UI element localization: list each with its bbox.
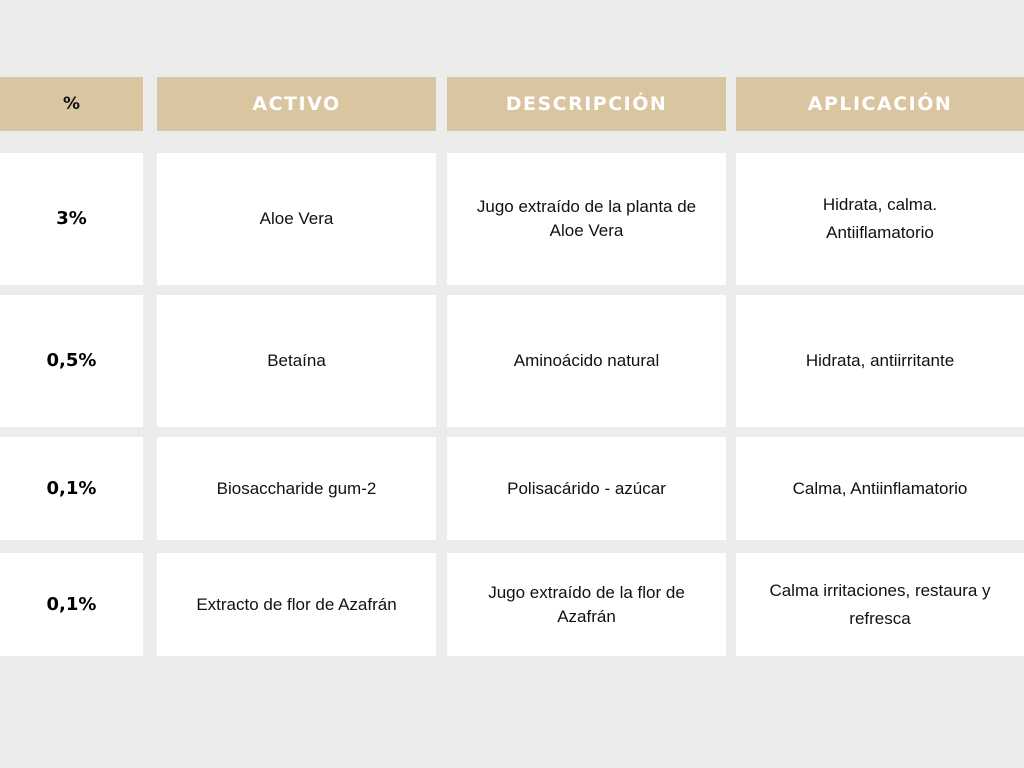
row-3-percent bbox=[0, 437, 143, 540]
activo-value: Extracto de flor de Azafrán bbox=[196, 594, 397, 614]
row-4-descripcion bbox=[447, 553, 726, 656]
descripcion-value: Jugo extraído de la flor de Azafrán bbox=[488, 582, 685, 626]
descripcion-value: Aminoácido natural bbox=[513, 351, 660, 370]
aplicacion-value: Hidrata, antiirritante bbox=[805, 351, 955, 370]
row-4-activo bbox=[157, 553, 436, 656]
aplicacion-value: Calma, Antiinflamatorio bbox=[792, 478, 968, 498]
row-2-descripcion bbox=[447, 295, 726, 427]
row-3-descripcion bbox=[447, 437, 726, 540]
row-1-aplicacion bbox=[736, 153, 1024, 285]
aplicacion-value: Hidrata, calma. Antiiflamatorio bbox=[822, 195, 938, 242]
header-activo-label: ACTIVO bbox=[252, 93, 341, 115]
row-1-descripcion bbox=[447, 153, 726, 285]
row-3-activo bbox=[157, 437, 436, 540]
row-4-percent bbox=[0, 553, 143, 656]
percent-value: 3% bbox=[56, 208, 87, 229]
header-aplicacion bbox=[736, 77, 1024, 131]
row-1-activo bbox=[157, 153, 436, 285]
descripcion-value: Jugo extraído de la planta de Aloe Vera bbox=[476, 197, 697, 240]
row-2-aplicacion bbox=[736, 295, 1024, 427]
percent-value: 0,1% bbox=[46, 477, 97, 499]
row-3-aplicacion bbox=[736, 437, 1024, 540]
percent-value: 0,1% bbox=[46, 593, 97, 615]
header-percent-label: % bbox=[62, 94, 81, 114]
activo-value: Biosaccharide gum-2 bbox=[216, 478, 377, 498]
row-2-percent bbox=[0, 295, 143, 427]
activo-value: Betaína bbox=[267, 351, 326, 370]
row-2-activo bbox=[157, 295, 436, 427]
descripcion-value: Polisacárido - azúcar bbox=[507, 478, 666, 498]
aplicacion-value: Calma irritaciones, restaura y refresca bbox=[769, 580, 991, 628]
header-percent bbox=[0, 77, 143, 131]
header-activo bbox=[157, 77, 436, 131]
percent-value: 0,5% bbox=[46, 350, 97, 371]
header-descripcion bbox=[447, 77, 726, 131]
header-descripcion-label: DESCRIPCIÓN bbox=[505, 93, 668, 115]
row-1-percent bbox=[0, 153, 143, 285]
row-4-aplicacion bbox=[736, 553, 1024, 656]
activo-value: Aloe Vera bbox=[259, 209, 334, 228]
header-aplicacion-label: APLICACIÓN bbox=[807, 93, 953, 115]
